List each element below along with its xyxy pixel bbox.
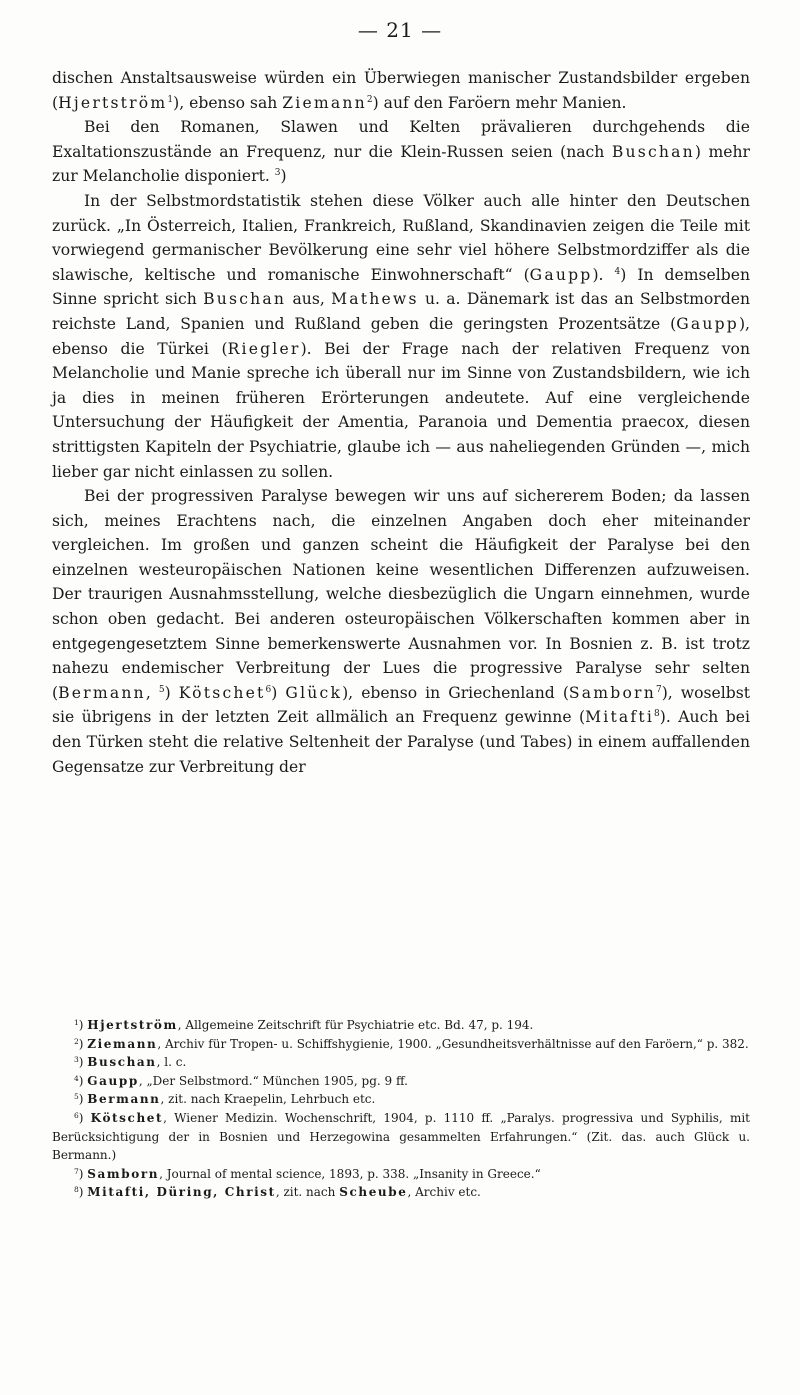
author-name: Gaupp (676, 314, 739, 333)
footnote-marker: 5 (158, 684, 165, 695)
text-run: , l. c. (156, 1055, 187, 1070)
footnote-marker: 6 (74, 1110, 79, 1120)
text-run: , Archiv etc. (407, 1185, 481, 1200)
footnote-marker: 7 (74, 1166, 79, 1176)
text-run: In der Selbstmordstatistik stehen diese Völker auch alle hinter den Deutschen zurück. „In Österreich, Italien, Frankreich, Rußland, Skandinavien zeigen die Teile mit vorwiegend germanischer Bevölkerung eine sehr viel höhere Selbstmordziffer als die slawische, keltische und romanische Einwohnerschaft“ ( (52, 191, 750, 284)
author-name: Bermann (87, 1092, 161, 1107)
body-text (52, 66, 750, 779)
author-name: Buschan (611, 142, 695, 161)
page-number: — 21 — (357, 18, 443, 42)
author-name: Riegler (227, 339, 301, 358)
text-run: ), ebenso sah (173, 93, 283, 112)
author-name: Mathews (331, 290, 419, 309)
footnote (52, 1109, 750, 1165)
text-run: ). Auch bei den Türken steht die relative Seltenheit der Paralyse (und Tabes) in einem auffallenden Gegensatze zur Verbreitung der (52, 708, 750, 776)
text-run: dischen Anstaltsausweise würden ein Überwiegen manischer Zustandsbilder ergeben ( (52, 69, 750, 112)
text-run: ) In demselben Sinne spricht sich (52, 265, 751, 309)
text-run: ). (592, 265, 615, 284)
text-run: ) (78, 1092, 88, 1107)
text-run: ) (78, 1185, 88, 1200)
text-run: ) (78, 1166, 88, 1181)
text-run: ) (164, 683, 179, 702)
footnote-marker: 7 (655, 684, 662, 695)
text-run: ), ebenso in Griechenland ( (342, 683, 569, 702)
footnote-marker: 1 (167, 94, 174, 105)
text-run: , zit. nach (275, 1185, 340, 1200)
author-name: Gaupp (529, 265, 593, 284)
footnotes (52, 1016, 750, 1202)
footnote (52, 1072, 750, 1091)
text-run: ) (78, 1073, 88, 1088)
footnote-marker: 8 (654, 709, 660, 720)
text-run: , zit. nach Kraepelin, Lehrbuch etc. (160, 1092, 376, 1107)
author-name: Buschan (87, 1055, 157, 1070)
paragraph (52, 115, 750, 189)
footnote-marker: 3 (74, 1055, 79, 1065)
text-run: , Wiener Medizin. Wochenschrift, 1904, p. 1110 ff. „Paralys. progressiva und Syphilis, mit Berücksichtigung der in Bosnien und Herzegowina gesammelten Erfahrungen.“ (Zit. das. auch Glück u. Bermann.) (52, 1110, 750, 1163)
footnote (52, 1053, 750, 1072)
text-run: , Journal of mental science, 1893, p. 338. „Insanity in Greece.“ (159, 1166, 541, 1181)
text-run: ) (78, 1018, 88, 1032)
text-run: ), ebenso die Türkei ( (52, 314, 750, 358)
text-run: ) (78, 1110, 91, 1125)
author-name: Kötschet (90, 1110, 164, 1125)
footnote-marker: 8 (74, 1185, 79, 1195)
footnote (52, 1035, 750, 1054)
footnote (52, 1183, 750, 1202)
footnote-marker: 2 (366, 94, 373, 105)
footnote-marker: 4 (74, 1073, 79, 1083)
paragraph (52, 66, 750, 115)
author-name: Gaupp (87, 1073, 139, 1088)
footnote-marker: 6 (265, 684, 272, 695)
footnote (52, 1016, 750, 1035)
author-name: Kötschet (178, 683, 266, 702)
author-name: Hjertström (58, 93, 168, 112)
footnote-marker: 1 (74, 1018, 79, 1027)
author-name: Glück (285, 683, 343, 702)
text-run: ), woselbst sie übrigens in der letzten Zeit allmälich an Frequenz gewinne ( (52, 683, 751, 727)
text-run: ) auf den Faröern mehr Manien. (372, 93, 627, 112)
text-run: Bei der progressiven Paralyse bewegen wir uns auf sichererem Boden; da lassen sich, meines Erachtens nach, die einzelnen Angaben doch eher miteinander vergleichen. Im großen und ganzen scheint die Häufigkeit der Paralyse bei den einzelnen westeuropäischen Nationen keine wesentlichen Differenzen aufzuweisen. Der traurigen Ausnahmsstellung, welche diesbezüglich die Ungarn einnehmen, wurde schon oben gedacht. Bei anderen osteuropäischen Völkerschaften kommen aber in entgegengesetztem Sinne bemerkenswerte Ausnahmen vor. In Bosnien z. B. ist trotz nahezu endemischer Verbreitung der Lues die progressive Paralyse sehr selten ( (52, 487, 750, 702)
author-name: Buschan (203, 290, 287, 309)
text-run: u. a. Dänemark ist das an Selbstmorden reichste Land, Spanien und Rußland geben die geringsten Prozentsätze ( (52, 290, 751, 333)
footnote-marker: 5 (74, 1092, 79, 1102)
footnote (52, 1165, 750, 1184)
text-run: , „Der Selbstmord.“ München 1905, pg. 9 ff. (138, 1073, 408, 1088)
author-name: Ziemann (282, 93, 367, 112)
footnote-marker: 3 (274, 168, 281, 179)
text-run: ). Bei der Frage nach der relativen Frequenz von Melancholie und Manie spreche ich überall nur im Sinne von Zustandsbildern, wie ich ja dies in meinen früheren Erörterungen andeutete. Auf eine vergleichende Untersuchung der Häufigkeit der Amentia, Paranoia und Dementia praecox, diesen strittigsten Kapiteln der Psychiatrie, glaube ich — aus naheliegenden Gründen —, mich lieber gar nicht einlassen zu sollen. (52, 339, 750, 481)
footnote (52, 1090, 750, 1109)
author-name: Samborn (87, 1166, 160, 1181)
text-run: aus, (286, 290, 332, 309)
text-run: ) (78, 1055, 88, 1070)
author-name: Ziemann (87, 1036, 158, 1051)
paragraph (52, 484, 750, 779)
author-name: Hjertström (87, 1018, 178, 1032)
text-run: , (145, 683, 159, 702)
text-run: , Allgemeine Zeitschrift für Psychiatrie etc. Bd. 47, p. 194. (177, 1018, 534, 1032)
author-name: Bermann (58, 683, 146, 702)
text-run: , Archiv für Tropen- u. Schiffshygienie, 1900. „Gesundheitsverhältnisse auf den Faröern,“ p. 382. (157, 1036, 749, 1051)
footnote-marker: 4 (614, 266, 621, 277)
text-run: ) mehr zur Melancholie disponiert. (52, 142, 750, 186)
text-run: ) (78, 1036, 88, 1051)
text-run: ) (271, 683, 286, 702)
text-run: ) (280, 167, 287, 186)
author-name: Samborn (568, 683, 656, 702)
text-run: Bei den Romanen, Slawen und Kelten prävalieren durchgehends die Exaltationszustände an Frequenz, nur die Klein-Russen seien (nach (52, 118, 750, 161)
author-name: Scheube (339, 1185, 408, 1200)
author-name: Mitafti (585, 708, 655, 727)
author-name: Mitafti, Düring, Christ (87, 1185, 276, 1200)
footnote-marker: 2 (74, 1036, 79, 1046)
paragraph (52, 189, 750, 484)
